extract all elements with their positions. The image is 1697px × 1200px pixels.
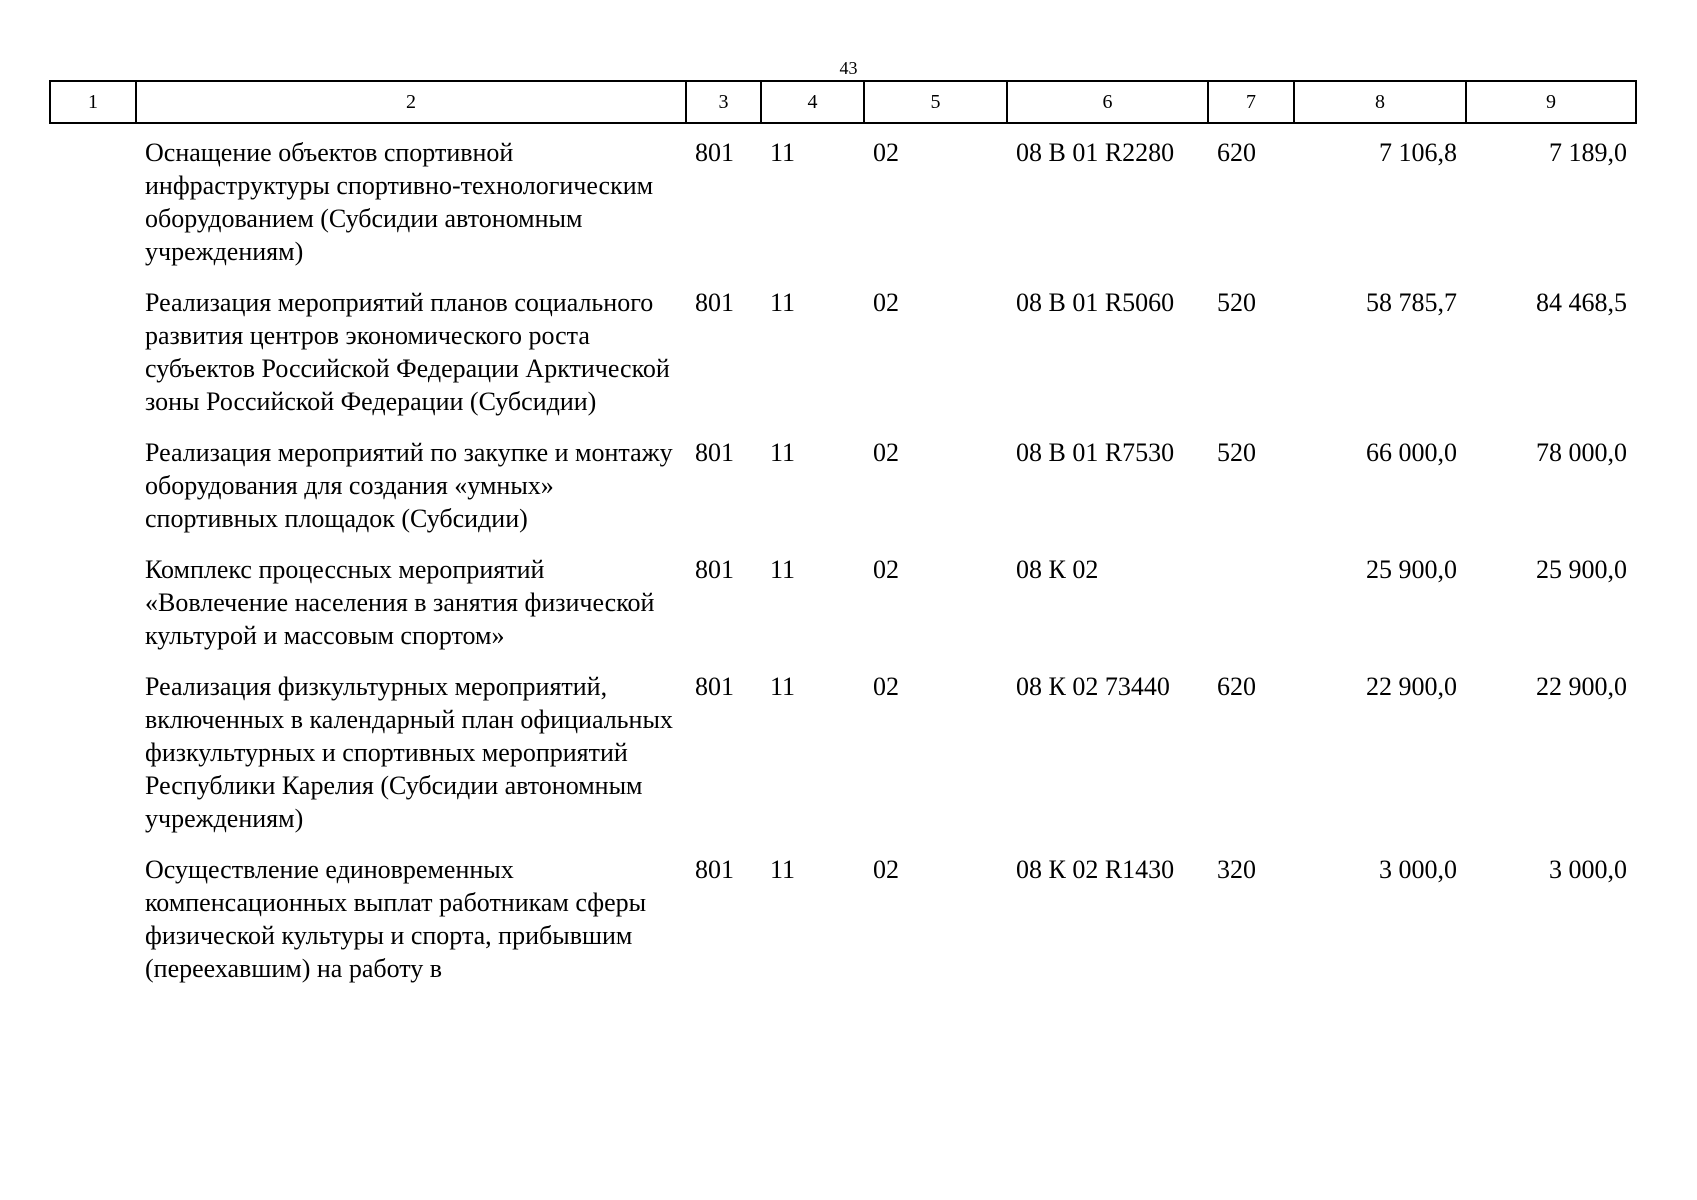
amount-col9: 78 000,0: [1536, 438, 1627, 467]
section-code: 11: [770, 288, 796, 317]
header-row: [50, 81, 1636, 123]
budget-table: [49, 80, 1637, 1003]
ministry-code: 801: [695, 855, 734, 884]
row-blank-cell: [50, 286, 136, 436]
target-article-code: 08 В 01 R5060: [1016, 288, 1175, 317]
section-code: 11: [770, 855, 796, 884]
table-row: [50, 670, 1636, 853]
expense-type-code: 620: [1217, 672, 1256, 701]
row-name: Реализация мероприятий планов социального развития центров экономического роста субъектов Российской Федерации Арктической зоны Российской Федерации (Субсидии): [145, 288, 670, 416]
section-code: 11: [770, 555, 796, 584]
column-header: 2: [136, 81, 686, 123]
target-article-code: 08 В 01 R7530: [1016, 438, 1175, 467]
column-header: 3: [686, 81, 761, 123]
table-row: [50, 553, 1636, 670]
column-header: 7: [1208, 81, 1294, 123]
table-body: [50, 123, 1636, 1003]
expense-type-code: 520: [1217, 438, 1256, 467]
row-blank-cell: [50, 553, 136, 670]
row-blank-cell: [50, 670, 136, 853]
amount-col8: 25 900,0: [1366, 555, 1457, 584]
amount-col8: 66 000,0: [1366, 438, 1457, 467]
amount-col9: 3 000,0: [1549, 855, 1627, 884]
ministry-code: 801: [695, 138, 734, 167]
subsection-code: 02: [873, 438, 899, 467]
row-name: Комплекс процессных мероприятий «Вовлечение населения в занятия физической культурой и массовым спортом»: [145, 555, 655, 650]
table-row: [50, 436, 1636, 553]
subsection-code: 02: [873, 672, 899, 701]
target-article-code: 08 К 02 R1430: [1016, 855, 1175, 884]
column-header: 4: [761, 81, 864, 123]
row-name: Осуществление единовременных компенсационных выплат работникам сферы физической культуры и спорта, прибывшим (переехавшим) на работу в: [145, 855, 647, 983]
expense-type-code: 320: [1217, 855, 1256, 884]
row-name: Реализация физкультурных мероприятий, включенных в календарный план официальных физкультурных и спортивных мероприятий Республики Карелия (Субсидии автономным учреждениям): [145, 672, 673, 833]
amount-col8: 3 000,0: [1379, 855, 1457, 884]
page-number: 43: [839, 58, 858, 78]
ministry-code: 801: [695, 288, 734, 317]
amount-col8: 7 106,8: [1379, 138, 1457, 167]
amount-col8: 22 900,0: [1366, 672, 1457, 701]
table-header: [50, 81, 1636, 123]
target-article-code: 08 К 02: [1016, 555, 1099, 584]
row-name: Реализация мероприятий по закупке и монтажу оборудования для создания «умных» спортивных площадок (Субсидии): [145, 438, 673, 533]
table-row: [50, 853, 1636, 1003]
row-blank-cell: [50, 436, 136, 553]
target-article-code: 08 К 02 73440: [1016, 672, 1170, 701]
amount-col9: 22 900,0: [1536, 672, 1627, 701]
expense-type-code: 620: [1217, 138, 1256, 167]
section-code: 11: [770, 138, 796, 167]
row-blank-cell: [50, 123, 136, 286]
amount-col9: 7 189,0: [1549, 138, 1627, 167]
amount-col9: 84 468,5: [1536, 288, 1627, 317]
table-row: [50, 286, 1636, 436]
row-blank-cell: [50, 853, 136, 1003]
amount-col9: 25 900,0: [1536, 555, 1627, 584]
subsection-code: 02: [873, 855, 899, 884]
subsection-code: 02: [873, 138, 899, 167]
column-header: 6: [1007, 81, 1208, 123]
ministry-code: 801: [695, 438, 734, 467]
column-header: 8: [1294, 81, 1466, 123]
subsection-code: 02: [873, 555, 899, 584]
column-header: 5: [864, 81, 1007, 123]
row-name: Оснащение объектов спортивной инфраструктуры спортивно-технологическим оборудованием (Субсидии автономным учреждениям): [145, 138, 654, 266]
section-code: 11: [770, 438, 796, 467]
expense-type-code: 520: [1217, 288, 1256, 317]
target-article-code: 08 В 01 R2280: [1016, 138, 1175, 167]
ministry-code: 801: [695, 672, 734, 701]
column-header: 1: [50, 81, 136, 123]
expense-type-code: [1208, 553, 1294, 670]
amount-col8: 58 785,7: [1366, 288, 1457, 317]
section-code: 11: [770, 672, 796, 701]
subsection-code: 02: [873, 288, 899, 317]
table-row: [50, 123, 1636, 286]
ministry-code: 801: [695, 555, 734, 584]
column-header: 9: [1466, 81, 1636, 123]
